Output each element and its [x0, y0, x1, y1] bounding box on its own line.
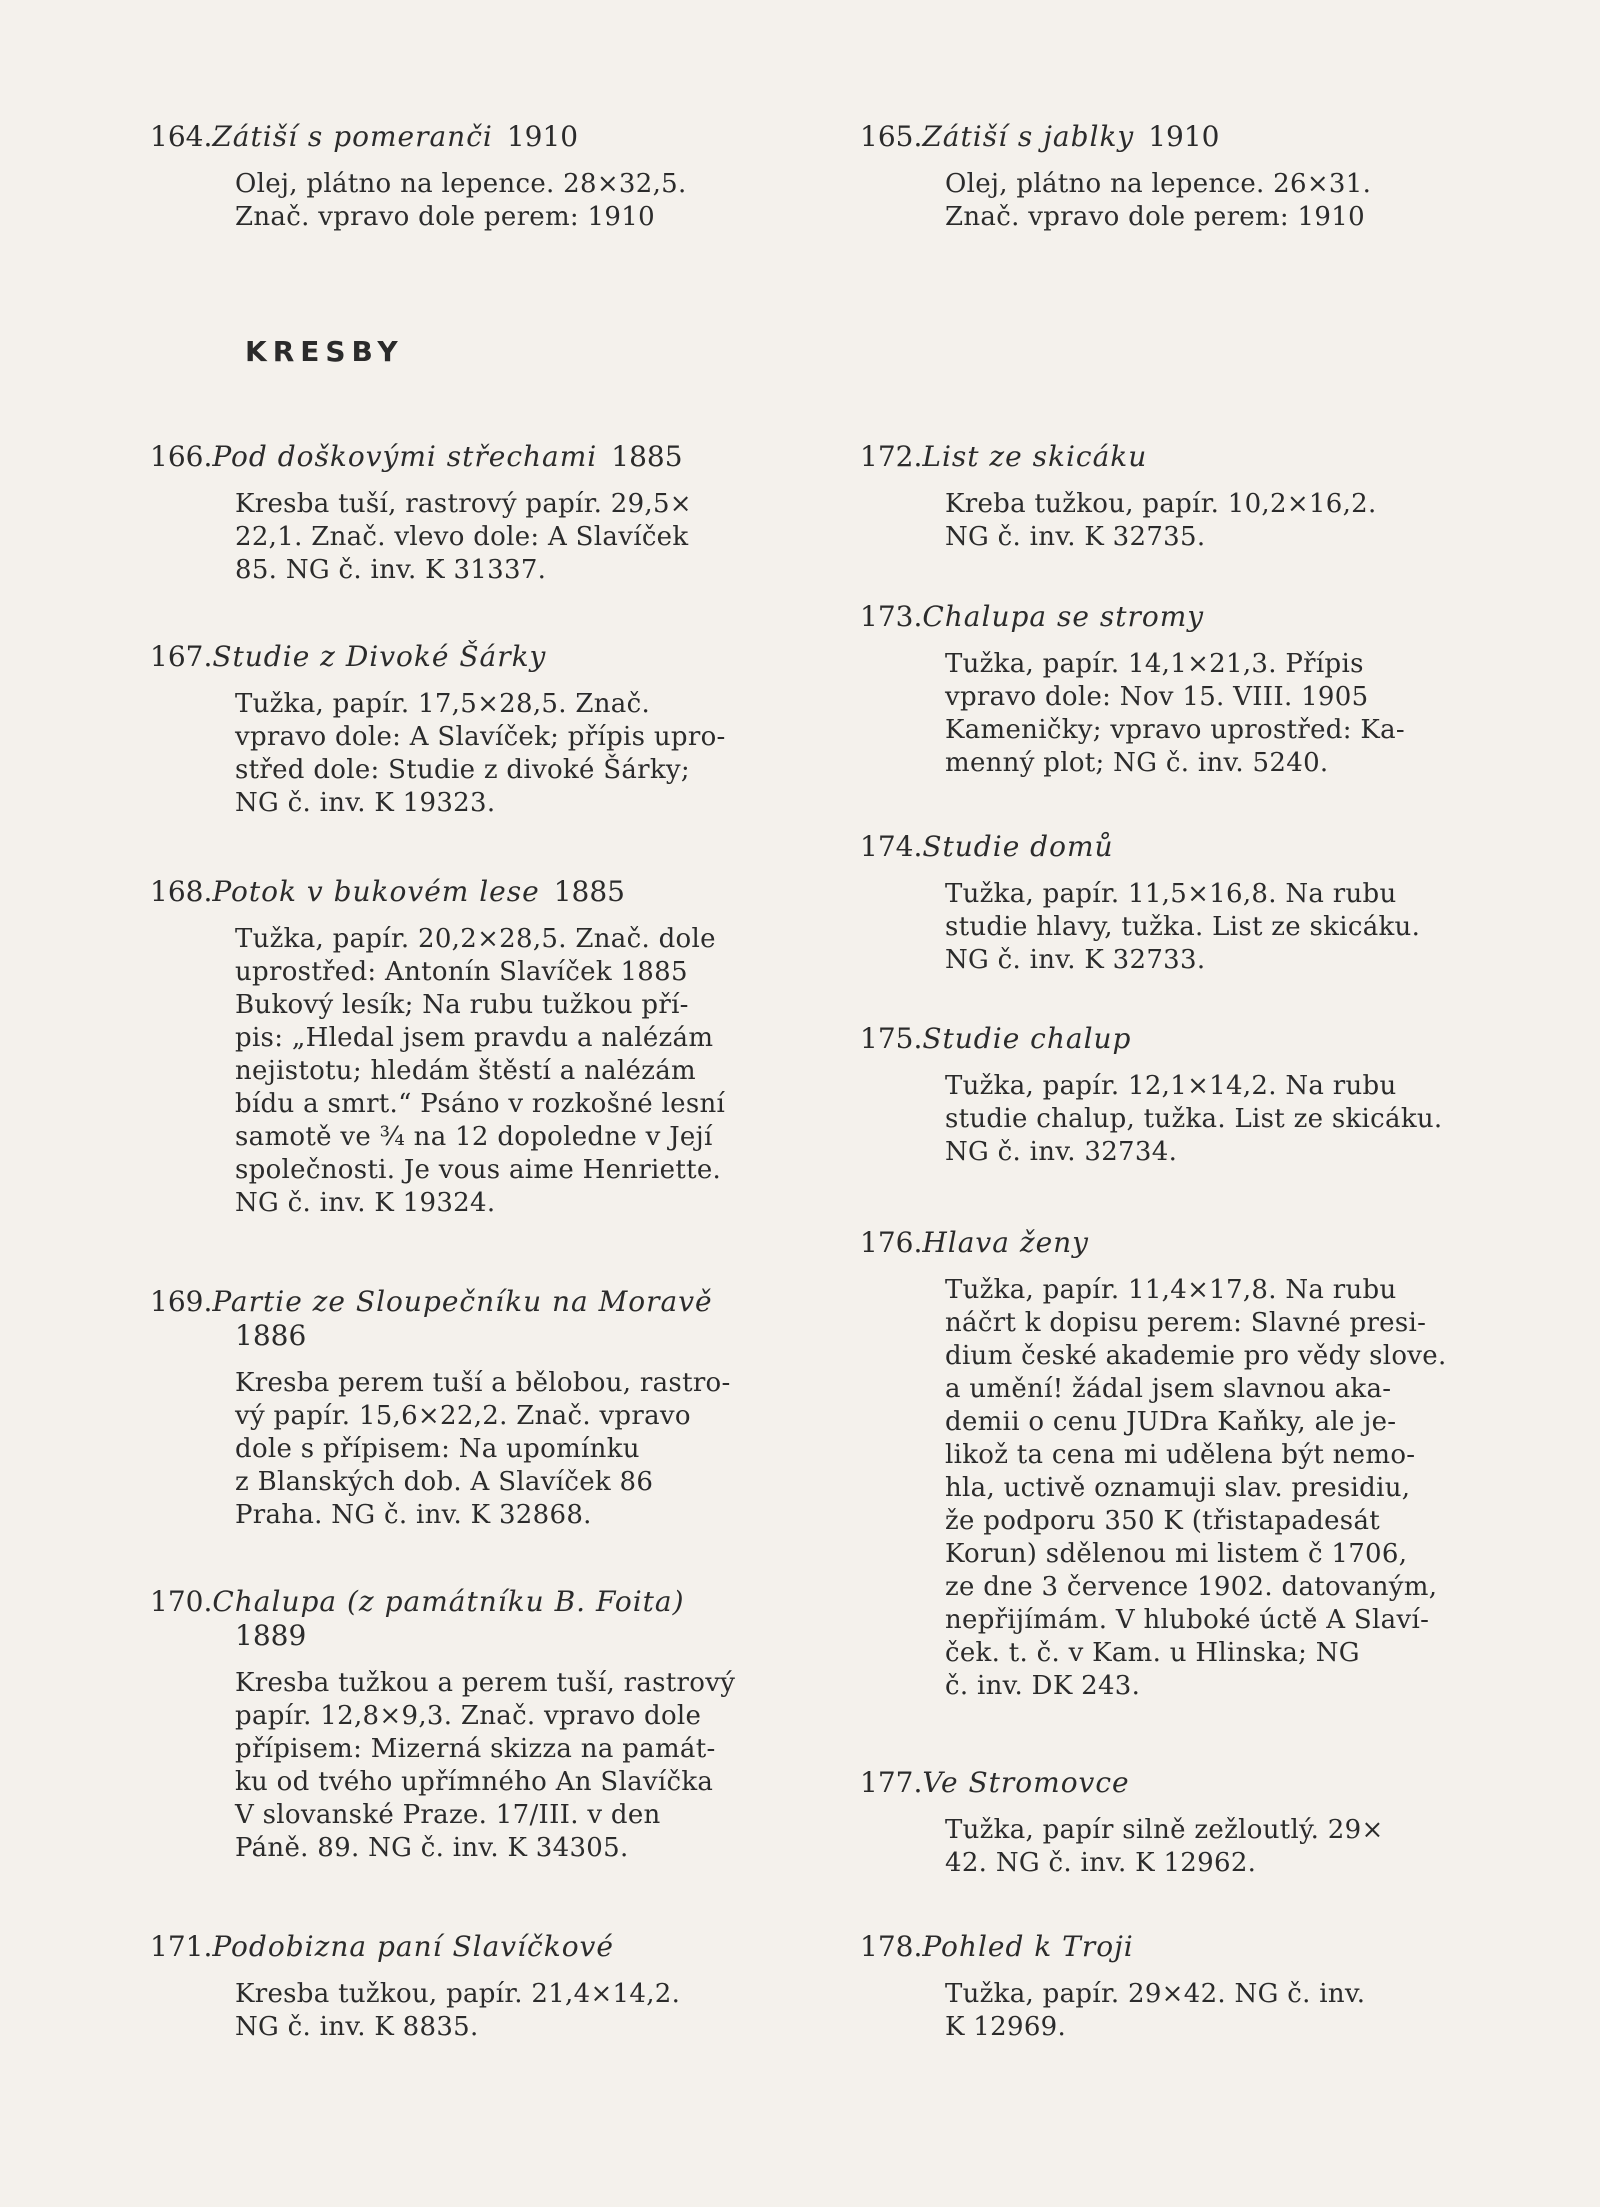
entry-number: 166.	[150, 440, 213, 473]
entry-number: 175.	[860, 1022, 923, 1055]
entry-description: Kresba tuší, rastrový papír. 29,5× 22,1. Znač. vlevo dole: A Slavíček 85. NG č. inv. K 31337.	[235, 489, 692, 585]
catalog-entry-169	[150, 1285, 800, 1532]
entry-year: 1886	[235, 1319, 307, 1352]
catalog-entry-164	[150, 120, 800, 234]
entry-number: 174.	[860, 830, 923, 863]
entry-title: Zátiší s pomeranči	[212, 120, 493, 153]
entry-number: 164.	[150, 120, 213, 153]
entry-number: 170.	[150, 1585, 213, 1618]
entry-year: 1910	[1148, 120, 1220, 153]
entry-title: Pod doškovými střechami	[212, 440, 598, 473]
entry-number: 167.	[150, 640, 213, 673]
entry-title: List ze skicáku	[922, 440, 1148, 473]
entry-number: 178.	[860, 1930, 923, 1963]
catalog-entry-172	[860, 440, 1460, 554]
entry-number: 168.	[150, 875, 213, 908]
catalog-entry-175	[860, 1022, 1460, 1169]
entry-year: 1885	[553, 875, 625, 908]
catalog-entry-167	[150, 640, 800, 820]
catalog-entry-171	[150, 1930, 800, 2044]
entry-number: 177.	[860, 1766, 923, 1799]
entry-description: Tužka, papír. 12,1×14,2. Na rubu studie chalup, tužka. List ze skicáku. NG č. inv. 32734.	[945, 1071, 1443, 1167]
entry-title: Podobizna paní Slavíčkové	[212, 1930, 614, 1963]
catalog-entry-176	[860, 1226, 1460, 1703]
entry-year: 1910	[506, 120, 579, 153]
catalog-entry-178	[860, 1930, 1460, 2044]
entry-title: Pohled k Troji	[922, 1930, 1134, 1963]
entry-description: Olej, plátno na lepence. 26×31. Znač. vpravo dole perem: 1910	[945, 169, 1372, 232]
entry-year: 1889	[235, 1619, 307, 1652]
entry-description: Olej, plátno na lepence. 28×32,5. Znač. vpravo dole perem: 1910	[235, 169, 687, 232]
catalog-entry-174	[860, 830, 1460, 977]
entry-description: Kresba tužkou, papír. 21,4×14,2. NG č. inv. K 8835.	[235, 1979, 681, 2042]
entry-title: Studie chalup	[922, 1022, 1132, 1055]
entry-year: 1885	[611, 440, 683, 473]
entry-title: Ve Stromovce	[922, 1766, 1130, 1799]
entry-number: 165.	[860, 120, 923, 153]
catalog-entry-173	[860, 600, 1460, 780]
entry-title: Studie z Divoké Šárky	[212, 640, 547, 673]
entry-title: Potok v bukovém lese	[212, 875, 540, 908]
entry-description: Tužka, papír. 29×42. NG č. inv. K 12969.	[945, 1979, 1366, 2042]
catalog-entry-177	[860, 1766, 1460, 1880]
section-heading: KRESBY	[245, 335, 404, 368]
entry-number: 169.	[150, 1285, 213, 1318]
entry-title: Chalupa (z památníku B. Foita)	[212, 1585, 685, 1618]
catalog-entry-170	[150, 1585, 800, 1865]
catalog-entry-166	[150, 440, 800, 587]
entry-description: Tužka, papír. 11,5×16,8. Na rubu studie hlavy, tužka. List ze skicáku. NG č. inv. K 32733.	[945, 879, 1421, 975]
entry-number: 171.	[150, 1930, 213, 1963]
entry-description: Kreba tužkou, papír. 10,2×16,2. NG č. inv. K 32735.	[945, 489, 1377, 552]
entry-number: 172.	[860, 440, 923, 473]
entry-description: Tužka, papír. 14,1×21,3. Přípis vpravo dole: Nov 15. VIII. 1905 Kameničky; vpravo uprostřed: Ka- menný plot; NG č. inv. 5240.	[945, 649, 1405, 778]
entry-description: Tužka, papír. 17,5×28,5. Znač. vpravo dole: A Slavíček; přípis upro- střed dole: Studie z divoké Šárky; NG č. inv. K 19323.	[235, 689, 726, 818]
entry-title: Chalupa se stromy	[922, 600, 1205, 633]
entry-number: 173.	[860, 600, 923, 633]
entry-description: Tužka, papír silně zežloutlý. 29× 42. NG č. inv. K 12962.	[945, 1815, 1384, 1878]
entry-description: Kresba perem tuší a bělobou, rastro- vý papír. 15,6×22,2. Znač. vpravo dole s přípisem: Na upomínku z Blanských dob. A Slavíček 86 Praha. NG č. inv. K 32868.	[235, 1368, 731, 1530]
entry-description: Tužka, papír. 11,4×17,8. Na rubu náčrt k dopisu perem: Slavné presi- dium české akademie pro vědy slove. a umění! žádal jsem slavnou aka- demii o cenu JUDra Kaňky, ale je- likož ta cena mi udělena být nemo- hla, uctivě oznamuji slav. presidiu, že podporu 350 K (třistapadesát Korun) sdělenou mi listem č 1706, ze dne 3 července 1902. datovaným, nepřijímám. V hluboké úctě A Slaví- ček. t. č. v Kam. u Hlinska; NG č. inv. DK 243.	[945, 1275, 1447, 1701]
entry-title: Studie domů	[922, 830, 1114, 863]
entry-description: Kresba tužkou a perem tuší, rastrový papír. 12,8×9,3. Znač. vpravo dole přípisem: Mizerná skizza na památ- ku od tvého upřímného An Slavíčka V slovanské Praze. 17/III. v den Páně. 89. NG č. inv. K 34305.	[235, 1668, 736, 1863]
entry-number: 176.	[860, 1226, 923, 1259]
entry-title: Hlava ženy	[922, 1226, 1089, 1259]
catalog-entry-165	[860, 120, 1460, 234]
entry-title: Zátiší s jablky	[922, 120, 1135, 153]
entry-title: Partie ze Sloupečníku na Moravě	[212, 1285, 713, 1318]
entry-description: Tužka, papír. 20,2×28,5. Znač. dole uprostřed: Antonín Slavíček 1885 Bukový lesík; Na rubu tužkou pří- pis: „Hledal jsem pravdu a nalézám nejistotu; hledám štěstí a nalézám bídu a smrt.“ Psáno v rozkošné lesní samotě ve ¾ na 12 dopoledne v Její společnosti. Je vous aime Henriette. NG č. inv. K 19324.	[235, 924, 726, 1218]
catalog-entry-168	[150, 875, 800, 1220]
